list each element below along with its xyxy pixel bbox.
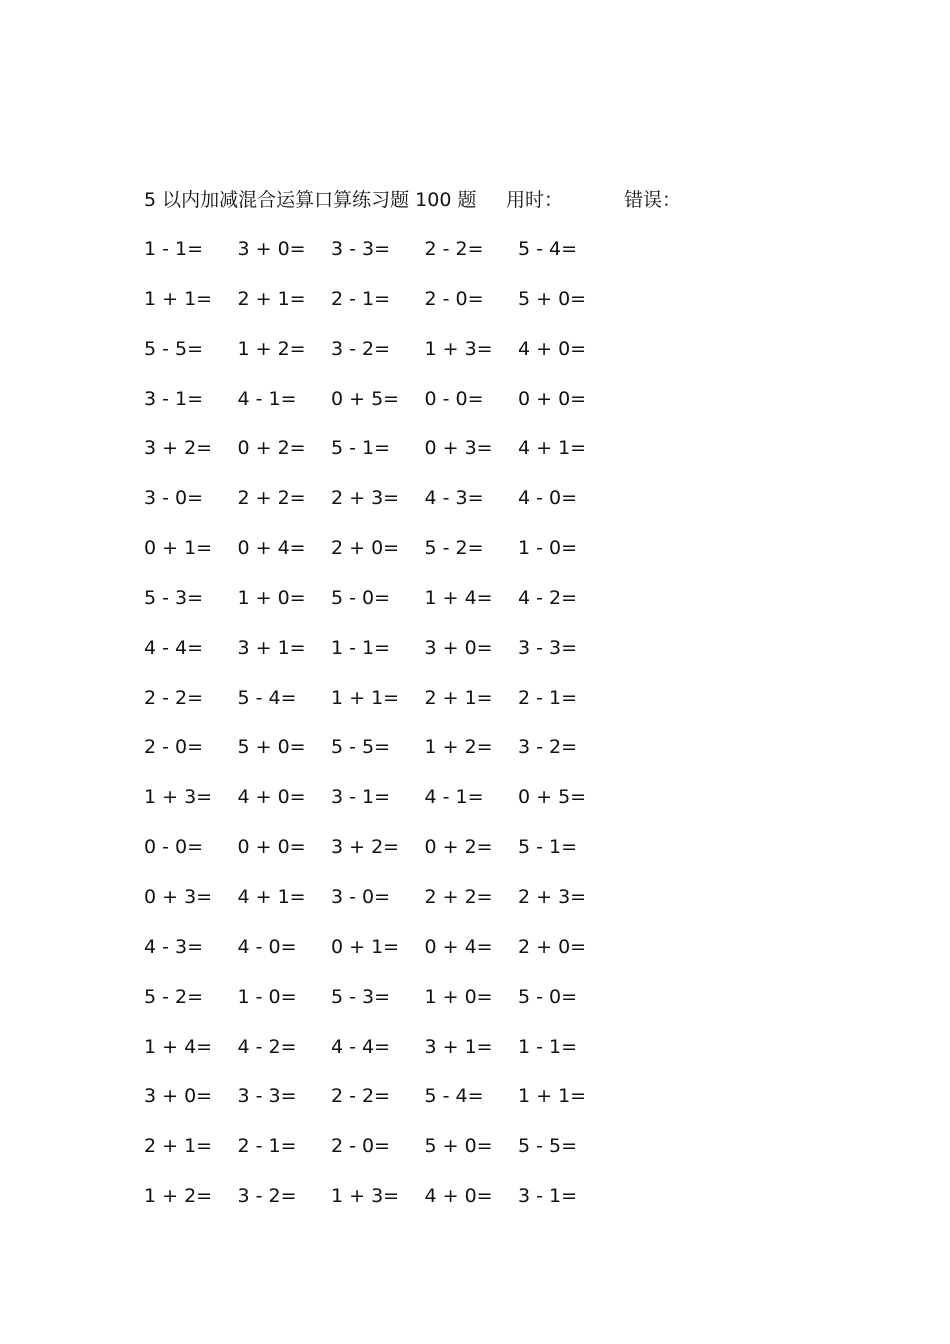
math-problem: 4 - 3= (144, 935, 204, 958)
math-problem: 2 + 1= (144, 1135, 213, 1158)
math-problem: 3 - 0= (144, 487, 204, 510)
math-problem: 3 + 0= (144, 1085, 213, 1108)
math-problem: 5 - 3= (331, 985, 391, 1008)
math-problem: 4 - 3= (424, 487, 484, 510)
math-problem: 5 - 1= (331, 437, 391, 460)
math-problem: 0 + 1= (331, 935, 400, 958)
math-problem: 3 + 2= (144, 437, 213, 460)
problem-row (144, 932, 612, 982)
problem-row (144, 1081, 612, 1131)
math-problem: 1 - 1= (331, 636, 391, 659)
math-problem: 3 + 0= (424, 636, 493, 659)
math-problem: 0 + 3= (424, 437, 493, 460)
math-problem: 4 - 4= (144, 636, 204, 659)
math-problem: 3 + 2= (331, 836, 400, 859)
error-label: 错误： (624, 189, 682, 211)
problem-row (144, 433, 612, 483)
problem-row (144, 782, 612, 832)
math-problem: 5 + 0= (518, 287, 587, 310)
math-problem: 2 + 0= (331, 537, 400, 560)
math-problem: 1 + 2= (424, 736, 493, 759)
math-problem: 2 - 0= (331, 1135, 391, 1158)
math-problem: 2 - 1= (518, 686, 578, 709)
problem-row (144, 633, 612, 683)
math-problem: 1 - 0= (237, 985, 297, 1008)
math-problem: 1 - 0= (518, 537, 578, 560)
math-problem: 5 - 0= (331, 586, 391, 609)
math-problem: 1 + 4= (424, 586, 493, 609)
problem-row (144, 533, 612, 583)
math-problem: 5 - 4= (518, 238, 578, 260)
math-problem: 5 - 3= (144, 586, 204, 609)
math-problem: 0 + 2= (237, 437, 306, 460)
math-problem: 2 - 2= (424, 238, 484, 260)
problem-row (144, 882, 612, 932)
problem-row (144, 1131, 612, 1181)
math-problem: 4 + 0= (424, 1185, 493, 1208)
math-problem: 0 + 5= (331, 387, 400, 410)
math-problem: 2 + 2= (237, 487, 306, 510)
math-problem: 3 - 1= (331, 786, 391, 809)
problem-row (144, 284, 612, 334)
math-problem: 2 + 3= (331, 487, 400, 510)
math-problem: 4 - 2= (518, 586, 578, 609)
time-label: 用时： (506, 189, 564, 211)
math-problem: 1 + 1= (144, 287, 213, 310)
math-problem: 4 - 4= (331, 1035, 391, 1058)
math-problem: 3 - 2= (518, 736, 578, 759)
math-problem: 3 - 1= (144, 387, 204, 410)
math-problem: 4 - 0= (237, 935, 297, 958)
math-problem: 4 - 1= (237, 387, 297, 410)
problem-row (144, 583, 612, 633)
math-problem: 1 + 2= (144, 1185, 213, 1208)
problem-row (144, 483, 612, 533)
problem-row (144, 384, 612, 434)
math-problem: 3 - 3= (237, 1085, 297, 1108)
math-problem: 3 - 3= (331, 238, 391, 260)
math-problem: 0 - 0= (144, 836, 204, 859)
math-problem: 3 - 2= (331, 337, 391, 360)
math-problem: 5 - 5= (518, 1135, 578, 1158)
math-problem: 1 + 1= (518, 1085, 587, 1108)
math-problem: 2 + 1= (237, 287, 306, 310)
problem-row (144, 1181, 612, 1231)
math-problem: 0 + 1= (144, 537, 213, 560)
math-problem: 2 - 0= (144, 736, 204, 759)
problem-row (144, 683, 612, 733)
math-problem: 0 + 0= (518, 387, 587, 410)
math-problem: 1 + 2= (237, 337, 306, 360)
math-problem: 0 + 3= (144, 885, 213, 908)
problem-row (144, 334, 612, 384)
math-problem: 1 + 1= (331, 686, 400, 709)
math-problem: 2 - 2= (331, 1085, 391, 1108)
math-problem: 1 + 3= (144, 786, 213, 809)
problem-row (144, 832, 612, 882)
math-problem: 5 - 5= (144, 337, 204, 360)
math-problem: 4 - 1= (424, 786, 484, 809)
math-problem: 5 - 1= (518, 836, 578, 859)
math-problem: 2 - 1= (331, 287, 391, 310)
math-problem: 2 - 0= (424, 287, 484, 310)
problem-row (144, 234, 612, 284)
math-problem: 5 - 4= (424, 1085, 484, 1108)
math-problem: 3 - 1= (518, 1185, 578, 1208)
math-problem: 5 - 4= (237, 686, 297, 709)
math-problem: 0 + 5= (518, 786, 587, 809)
math-problem: 3 - 0= (331, 885, 391, 908)
math-problem: 2 + 0= (518, 935, 587, 958)
math-problem: 0 + 0= (237, 836, 306, 859)
math-problem: 0 - 0= (424, 387, 484, 410)
math-problem: 4 + 1= (518, 437, 587, 460)
math-problem: 2 - 2= (144, 686, 204, 709)
math-problem: 3 + 0= (237, 238, 306, 260)
math-problem: 0 + 4= (237, 537, 306, 560)
math-problem: 4 + 0= (237, 786, 306, 809)
math-problem: 5 + 0= (424, 1135, 493, 1158)
math-problem: 3 - 2= (237, 1185, 297, 1208)
math-problem: 1 - 1= (518, 1035, 578, 1058)
math-problem: 1 + 3= (331, 1185, 400, 1208)
math-problem: 4 + 1= (237, 885, 306, 908)
worksheet-title: 5 以内加减混合运算口算练习题 100 题 (144, 189, 477, 211)
problem-row (144, 732, 612, 782)
math-problem: 3 + 1= (237, 636, 306, 659)
math-problem: 3 + 1= (424, 1035, 493, 1058)
math-problem: 2 + 1= (424, 686, 493, 709)
math-problem: 5 + 0= (237, 736, 306, 759)
math-problem: 0 + 4= (424, 935, 493, 958)
math-problem: 0 + 2= (424, 836, 493, 859)
math-problem: 4 + 0= (518, 337, 587, 360)
problem-grid (144, 234, 612, 1231)
math-problem: 2 - 1= (237, 1135, 297, 1158)
problem-row (144, 982, 612, 1032)
math-problem: 5 - 5= (331, 736, 391, 759)
math-problem: 4 - 0= (518, 487, 578, 510)
math-problem: 1 + 0= (424, 985, 493, 1008)
math-problem: 3 - 3= (518, 636, 578, 659)
problem-row (144, 1032, 612, 1082)
math-problem: 5 - 2= (144, 985, 204, 1008)
math-problem: 1 + 3= (424, 337, 493, 360)
math-problem: 5 - 0= (518, 985, 578, 1008)
math-problem: 1 - 1= (144, 238, 204, 260)
math-problem: 5 - 2= (424, 537, 484, 560)
math-problem: 4 - 2= (237, 1035, 297, 1058)
math-problem: 1 + 4= (144, 1035, 213, 1058)
math-problem: 1 + 0= (237, 586, 306, 609)
math-problem: 2 + 3= (518, 885, 587, 908)
math-problem: 2 + 2= (424, 885, 493, 908)
